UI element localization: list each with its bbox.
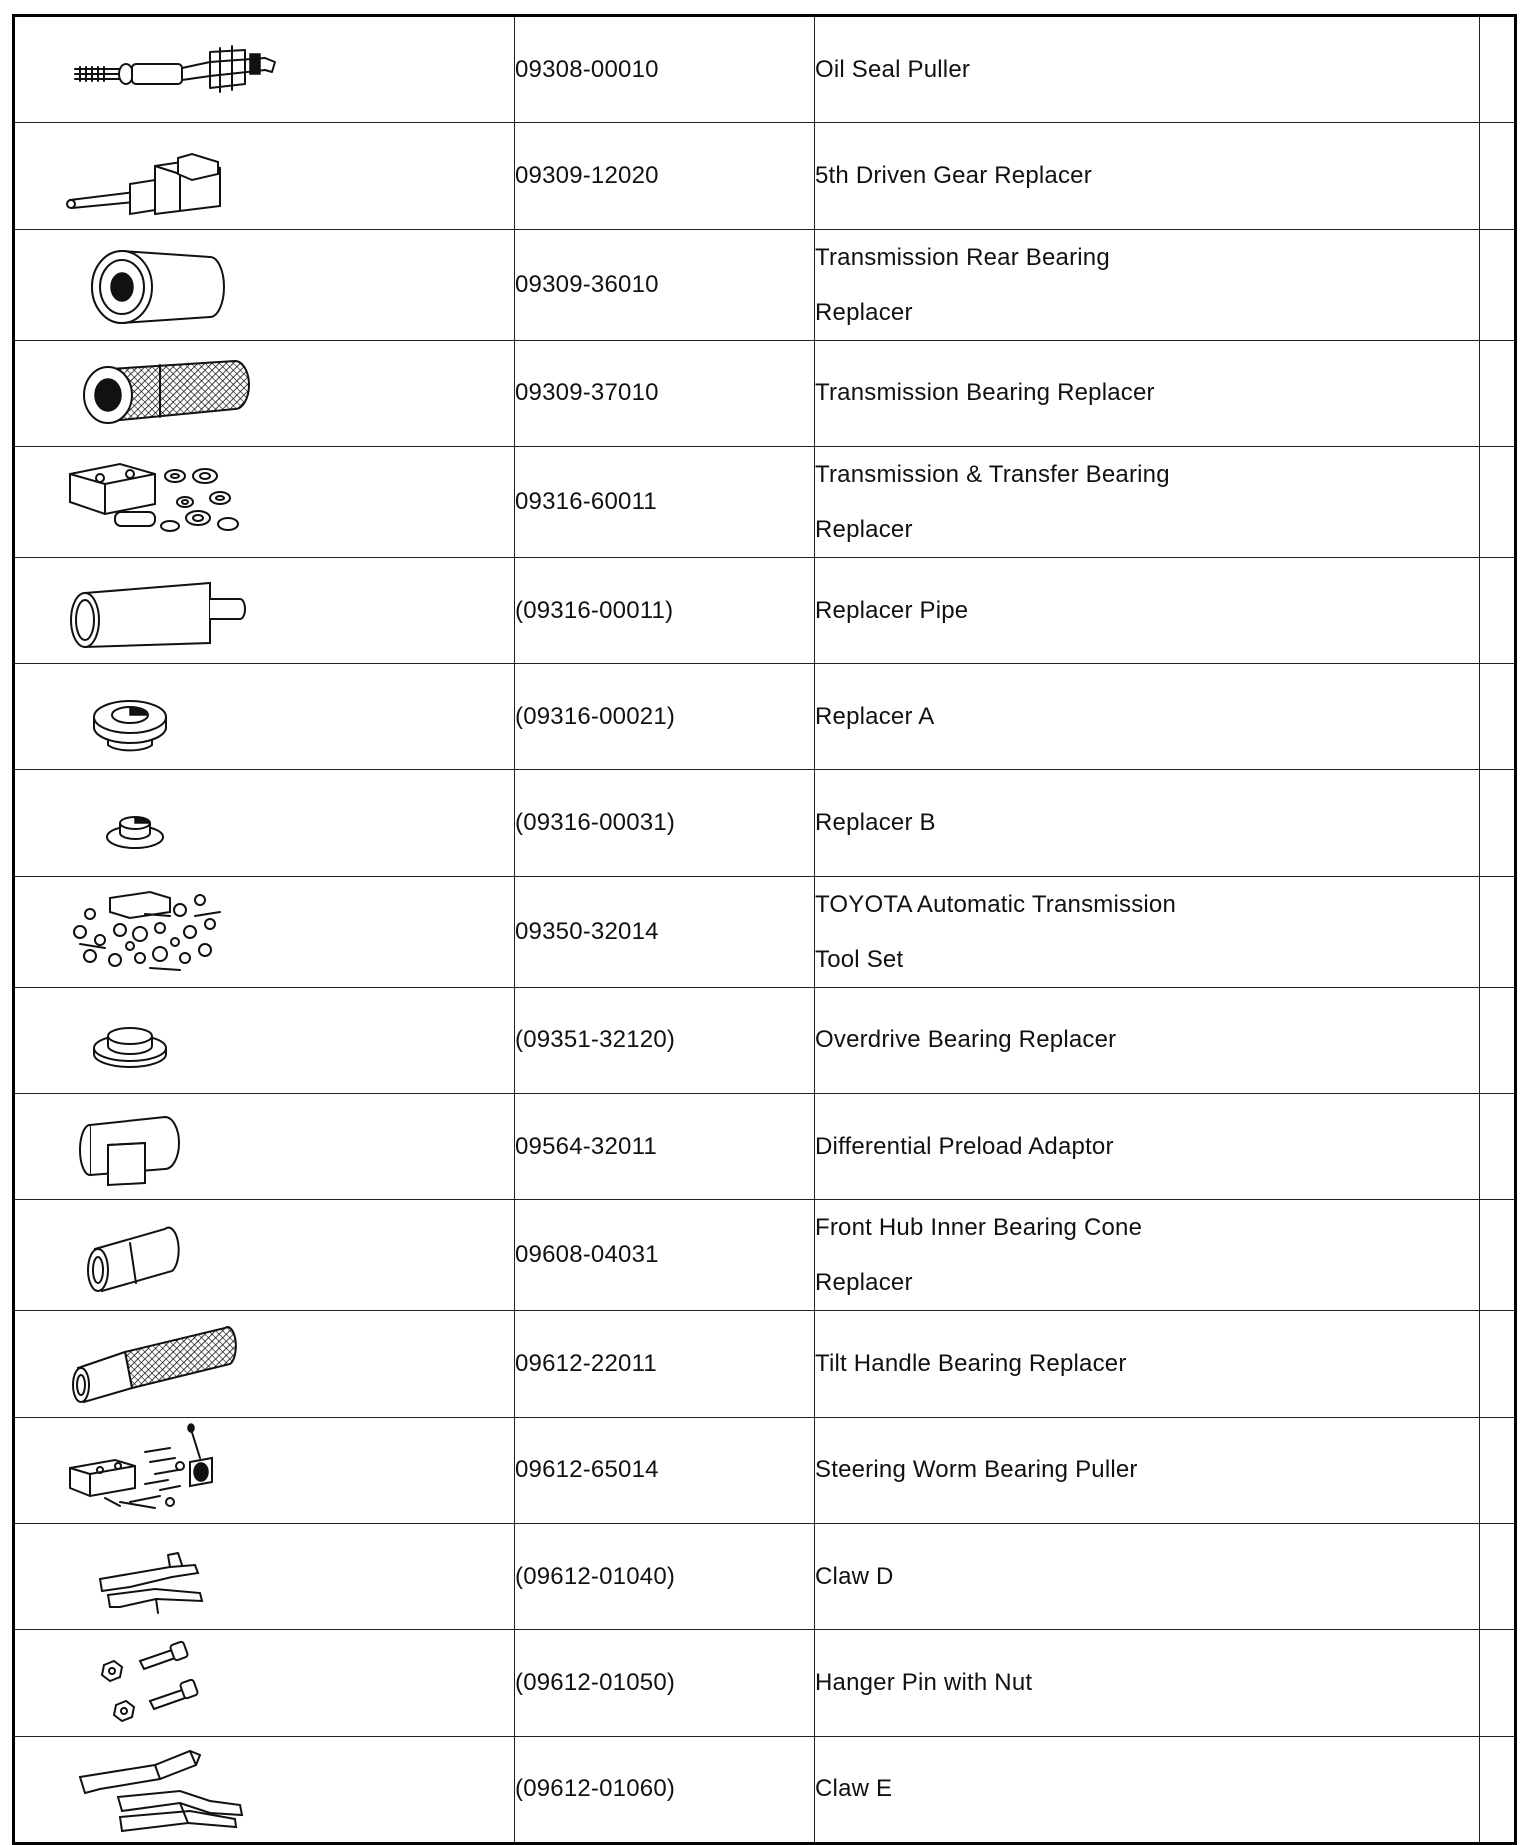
tool-set-icon: [60, 884, 290, 980]
tool-illustration-cell: [14, 664, 515, 770]
blank-cell: [1480, 1200, 1516, 1311]
preload-adaptor-icon: [60, 1099, 290, 1195]
tool-illustration-cell: [14, 987, 515, 1093]
description-line: Replacer B: [815, 809, 936, 837]
part-description: [815, 876, 1480, 987]
description-line: Replacer: [815, 515, 913, 543]
description-line: Hanger Pin with Nut: [815, 1668, 1033, 1696]
table-row: [14, 1417, 1516, 1523]
description-line: Oil Seal Puller: [815, 55, 971, 83]
rear-bearing-replacer-icon: [60, 237, 290, 333]
special-tools-table: [12, 14, 1517, 1845]
description-line: Differential Preload Adaptor: [815, 1132, 1114, 1160]
part-description: [815, 340, 1480, 446]
part-number: 09612-22011: [515, 1311, 815, 1417]
description-line: Claw D: [815, 1562, 894, 1590]
table-row: [14, 340, 1516, 446]
worm-bearing-puller-icon: [60, 1422, 290, 1518]
tool-illustration-cell: [14, 229, 515, 340]
blank-cell: [1480, 1417, 1516, 1523]
description-line: Transmission Bearing Replacer: [815, 379, 1155, 407]
part-number: (09612-01050): [515, 1630, 815, 1736]
blank-cell: [1480, 340, 1516, 446]
tool-illustration-cell: [14, 1736, 515, 1843]
blank-cell: [1480, 664, 1516, 770]
overdrive-bearing-replacer-icon: [60, 992, 290, 1088]
part-number: 09316-60011: [515, 446, 815, 557]
part-description: [815, 987, 1480, 1093]
table-row: [14, 1736, 1516, 1843]
table-row: [14, 1630, 1516, 1736]
part-number: 09309-12020: [515, 123, 815, 229]
blank-cell: [1480, 123, 1516, 229]
part-description: [815, 1417, 1480, 1523]
part-description: [815, 557, 1480, 663]
part-description: [815, 664, 1480, 770]
hanger-pin-icon: [60, 1635, 290, 1731]
table-row: [14, 123, 1516, 229]
tool-illustration-cell: [14, 1094, 515, 1200]
part-description: [815, 16, 1480, 123]
part-number: 09350-32014: [515, 876, 815, 987]
description-line: Transmission Rear Bearing: [815, 243, 1110, 271]
tools-table-body: [14, 16, 1516, 1844]
part-description: [815, 1736, 1480, 1843]
blank-cell: [1480, 16, 1516, 123]
blank-cell: [1480, 1094, 1516, 1200]
replacer-pipe-icon: [60, 563, 290, 659]
table-row: [14, 876, 1516, 987]
tool-illustration-cell: [14, 446, 515, 557]
bearing-replacer-icon: [60, 345, 290, 441]
table-row: [14, 446, 1516, 557]
replacer-b-icon: [60, 775, 290, 871]
table-row: [14, 987, 1516, 1093]
blank-cell: [1480, 987, 1516, 1093]
part-number: 09309-36010: [515, 229, 815, 340]
description-line: Replacer A: [815, 702, 935, 730]
part-description: [815, 229, 1480, 340]
tool-illustration-cell: [14, 557, 515, 663]
description-line: Overdrive Bearing Replacer: [815, 1026, 1117, 1054]
tool-illustration-cell: [14, 1200, 515, 1311]
blank-cell: [1480, 770, 1516, 876]
part-number: (09316-00021): [515, 664, 815, 770]
description-line: TOYOTA Automatic Transmission: [815, 890, 1177, 918]
description-line: Steering Worm Bearing Puller: [815, 1456, 1138, 1484]
part-description: [815, 1311, 1480, 1417]
part-description: [815, 1200, 1480, 1311]
tool-illustration-cell: [14, 770, 515, 876]
table-row: [14, 229, 1516, 340]
part-description: [815, 1630, 1480, 1736]
blank-cell: [1480, 1736, 1516, 1843]
description-line: Tilt Handle Bearing Replacer: [815, 1350, 1127, 1378]
tool-illustration-cell: [14, 16, 515, 123]
table-row: [14, 1523, 1516, 1629]
part-number: (09351-32120): [515, 987, 815, 1093]
part-description: [815, 1523, 1480, 1629]
tool-illustration-cell: [14, 1417, 515, 1523]
description-line: Transmission & Transfer Bearing: [815, 460, 1170, 488]
bearing-cone-replacer-icon: [60, 1207, 290, 1303]
part-number: (09316-00011): [515, 557, 815, 663]
part-number: (09612-01060): [515, 1736, 815, 1843]
blank-cell: [1480, 557, 1516, 663]
part-number: 09564-32011: [515, 1094, 815, 1200]
part-description: [815, 446, 1480, 557]
driven-gear-replacer-icon: [60, 128, 290, 224]
table-row: [14, 1311, 1516, 1417]
blank-cell: [1480, 1523, 1516, 1629]
blank-cell: [1480, 876, 1516, 987]
description-line: Tool Set: [815, 945, 904, 973]
blank-cell: [1480, 446, 1516, 557]
tool-illustration-cell: [14, 340, 515, 446]
description-line: Replacer Pipe: [815, 596, 969, 624]
table-row: [14, 664, 1516, 770]
description-line: 5th Driven Gear Replacer: [815, 161, 1092, 189]
part-description: [815, 770, 1480, 876]
oil-seal-puller-icon: [60, 22, 290, 118]
tool-illustration-cell: [14, 876, 515, 987]
tool-illustration-cell: [14, 123, 515, 229]
replacer-a-icon: [60, 669, 290, 765]
table-row: [14, 557, 1516, 663]
table-row: [14, 770, 1516, 876]
description-line: Replacer: [815, 298, 913, 326]
blank-cell: [1480, 1311, 1516, 1417]
tilt-handle-replacer-icon: [60, 1316, 290, 1412]
tool-illustration-cell: [14, 1311, 515, 1417]
part-number: 09608-04031: [515, 1200, 815, 1311]
description-line: Replacer: [815, 1269, 913, 1297]
claw-e-icon: [60, 1741, 290, 1837]
blank-cell: [1480, 1630, 1516, 1736]
part-number: 09309-37010: [515, 340, 815, 446]
table-row: [14, 1094, 1516, 1200]
description-line: Claw E: [815, 1775, 893, 1803]
part-number: 09308-00010: [515, 16, 815, 123]
table-row: [14, 16, 1516, 123]
part-number: (09316-00031): [515, 770, 815, 876]
blank-cell: [1480, 229, 1516, 340]
part-number: (09612-01040): [515, 1523, 815, 1629]
part-number: 09612-65014: [515, 1417, 815, 1523]
tool-illustration-cell: [14, 1630, 515, 1736]
tool-illustration-cell: [14, 1523, 515, 1629]
table-row: [14, 1200, 1516, 1311]
part-description: [815, 123, 1480, 229]
bearing-replacer-set-icon: [60, 454, 290, 550]
part-description: [815, 1094, 1480, 1200]
claw-d-icon: [60, 1529, 290, 1625]
description-line: Front Hub Inner Bearing Cone: [815, 1214, 1143, 1242]
